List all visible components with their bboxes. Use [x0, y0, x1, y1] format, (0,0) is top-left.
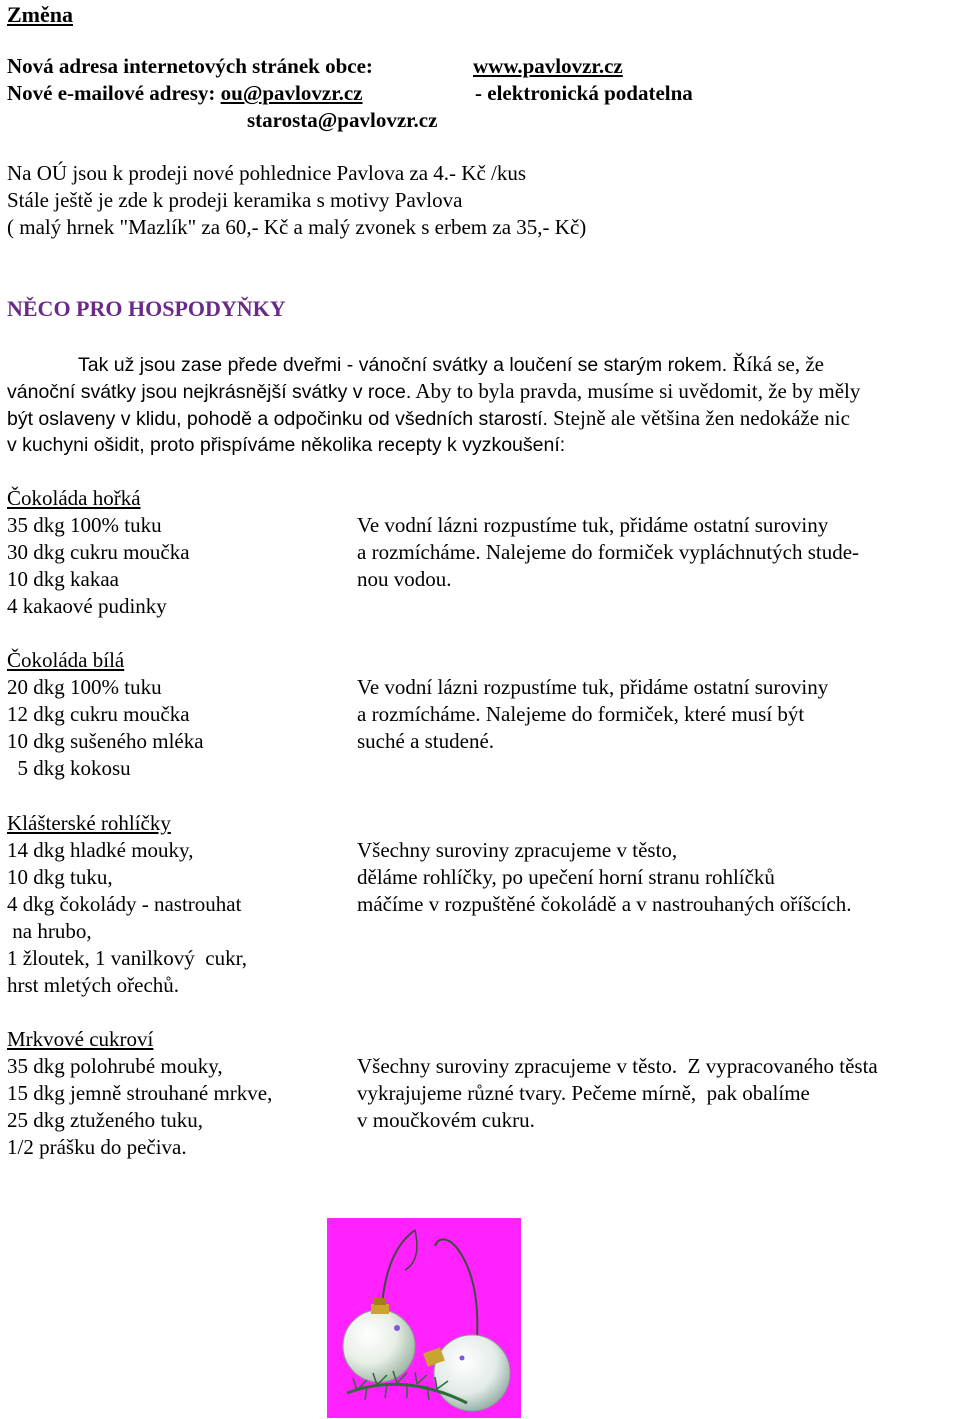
instruction-line: v moučkovém cukru. [357, 1108, 535, 1132]
ingredient: 25 dkg ztuženého tuku, [7, 1108, 203, 1132]
ingredient: 5 dkg kokosu [7, 756, 131, 780]
web-link[interactable]: www.pavlovzr.cz [473, 54, 623, 78]
ingredient: 20 dkg 100% tuku [7, 675, 162, 699]
instruction-line: máčíme v rozpuštěné čokoládě a v nastrouhaných oříšcích. [357, 892, 852, 916]
christmas-ornaments-picture [327, 1218, 521, 1418]
ingredient: 10 dkg tuku, [7, 865, 113, 889]
email-link-ou[interactable]: ou@pavlovzr.cz [220, 81, 363, 105]
instruction-line: Ve vodní lázni rozpustíme tuk, přidáme ostatní suroviny [357, 675, 829, 699]
recipe-ingredients [7, 1026, 272, 1161]
recipe-ingredients [7, 647, 204, 782]
page-title: Změna [7, 2, 73, 27]
email-link-starosta[interactable]: starosta@pavlovzr.cz [247, 108, 438, 132]
notice-line: Na OÚ jsou k prodeji nové pohlednice Pavlova za 4.- Kč /kus [7, 161, 527, 185]
intro-line: být oslaveny v klidu, pohodě a odpočinku od všedních starostí. Stejně ale většina žen nedokáže nic [7, 406, 850, 430]
recipe-title: Čokoláda hořká [7, 486, 141, 510]
intro-line: Tak už jsou zase přede dveřmi - vánoční svátky a loučení se starým rokem. Říká se, že [78, 352, 824, 376]
recipe-title: Mrkvové cukroví [7, 1027, 154, 1051]
ingredient: 10 dkg sušeného mléka [7, 729, 204, 753]
ingredient: 4 dkg čokolády - nastrouhat [7, 892, 242, 916]
ingredient: 14 dkg hladké mouky, [7, 838, 194, 862]
instruction-line: Ve vodní lázni rozpustíme tuk, přidáme ostatní suroviny [357, 513, 829, 537]
ingredient: 15 dkg jemně strouhané mrkve, [7, 1081, 273, 1105]
intro-line: vánoční svátky jsou nejkrásnější svátky v roce. Aby to byla pravda, musíme si uvědomit, že by měly [7, 379, 861, 403]
instruction-line: a rozmícháme. Nalejeme do formiček, které musí být [357, 702, 805, 726]
ingredient: 1 žloutek, 1 vanilkový cukr, [7, 946, 248, 970]
section-heading: NĚCO PRO HOSPODYŇKY [7, 296, 286, 321]
notice-line: Stále ještě je zde k prodeji keramika s motivy Pavlova [7, 188, 463, 212]
ingredient: 4 kakaové pudinky [7, 594, 167, 618]
email-label: Nové e-mailové adresy: ou@pavlovzr.cz [7, 81, 363, 105]
email-note: - elektronická podatelna [475, 81, 693, 105]
ingredient: hrst mletých ořechů. [7, 973, 180, 997]
intro-line: v kuchyni ošidit, proto přispíváme několika recepty k vyzkoušení: [7, 434, 566, 456]
instruction-line: Všechny suroviny zpracujeme v těsto. Z vypracovaného těsta [357, 1054, 878, 1078]
ingredient: 30 dkg cukru moučka [7, 540, 190, 564]
ingredient: 1/2 prášku do pečiva. [7, 1135, 187, 1159]
instruction-line: vykrajujeme různé tvary. Pečeme mírně, pak obalíme [357, 1081, 810, 1105]
notice-line: ( malý hrnek "Mazlík" za 60,- Kč a malý zvonek s erbem za 35,- Kč) [7, 215, 587, 239]
instruction-line: Všechny suroviny zpracujeme v těsto, [357, 838, 678, 862]
ingredient: 35 dkg polohrubé mouky, [7, 1054, 223, 1078]
ingredient: na hrubo, [7, 919, 92, 943]
recipe-title: Klášterské rohlíčky [7, 811, 171, 835]
ingredient: 35 dkg 100% tuku [7, 513, 162, 537]
instruction-line: suché a studené. [357, 729, 495, 753]
intro-paragraph [7, 351, 860, 459]
recipe-ingredients [7, 485, 190, 620]
recipe-instructions [357, 1053, 878, 1134]
christmas-ornaments-icon [327, 1218, 521, 1418]
recipe-instructions [357, 512, 859, 593]
ingredient: 10 dkg kakaa [7, 567, 119, 591]
notices [7, 160, 586, 241]
ingredient: 12 dkg cukru moučka [7, 702, 190, 726]
instruction-line: nou vodou. [357, 567, 452, 591]
web-label: Nová adresa internetových stránek obce: [7, 54, 373, 78]
recipe-instructions [357, 674, 828, 755]
instruction-line: děláme rohlíčky, po upečení horní stranu rohlíčků [357, 865, 775, 889]
recipe-title: Čokoláda bílá [7, 648, 125, 672]
recipe-ingredients [7, 810, 247, 999]
instruction-line: a rozmícháme. Nalejeme do formiček vypláchnutých stude- [357, 540, 860, 564]
recipe-instructions [357, 837, 851, 918]
